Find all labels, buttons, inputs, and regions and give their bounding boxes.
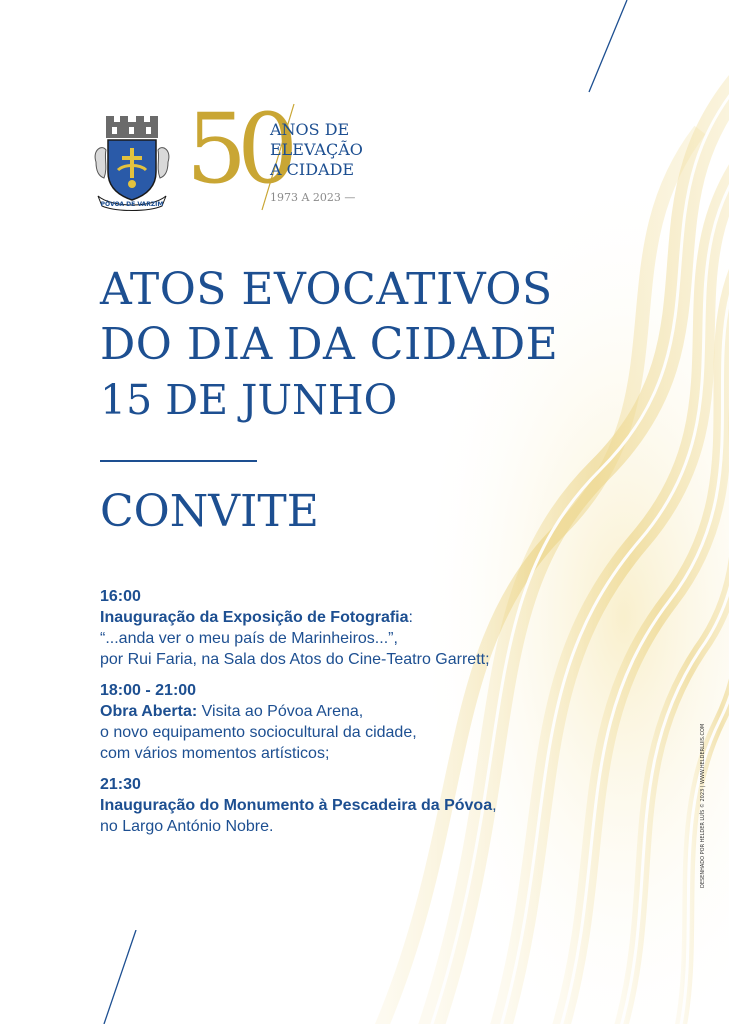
title-divider — [100, 460, 257, 462]
anniversary-line-3: A CIDADE — [270, 160, 355, 179]
page-title — [100, 262, 558, 428]
event-headline: Inauguração da Exposição de Fotografia — [100, 609, 409, 626]
event-headline: Obra Aberta: — [100, 703, 198, 720]
event-list — [100, 586, 600, 847]
event-time: 21:30 — [100, 776, 141, 793]
event-item — [100, 680, 600, 764]
event-headline-suffix: , — [492, 797, 497, 814]
event-detail-line: o novo equipamento sociocultural da cidade, — [100, 724, 417, 741]
event-time: 16:00 — [100, 588, 141, 605]
anniversary-logo — [186, 93, 406, 212]
anniversary-line-1: ANOS DE — [270, 120, 350, 139]
event-headline-line — [100, 607, 600, 628]
design-credit-text: DESENHADO POR HELDER LUÍS © 2023 | WWW.HELDERLUIS.COM — [700, 723, 706, 888]
event-time: 18:00 - 21:00 — [100, 682, 197, 699]
design-credit — [700, 723, 710, 888]
anniversary-number: 50 — [186, 93, 289, 205]
anniversary-text — [270, 120, 363, 180]
povoa-de-varzim-crest-icon — [90, 112, 174, 212]
anniversary-years: 1973 A 2023 — — [270, 191, 356, 204]
event-detail-line: “...anda ver o meu país de Marinheiros...”, — [100, 630, 398, 647]
event-headline-suffix: Visita ao Póvoa Arena, — [197, 703, 364, 720]
event-detail-line: com vários momentos artísticos; — [100, 745, 330, 762]
anniversary-line-2: ELEVAÇÃO — [270, 140, 363, 159]
event-headline-line — [100, 795, 600, 816]
invite-label: CONVITE — [100, 486, 319, 537]
bottom-diagonal-line — [100, 930, 140, 1024]
title-line-1: ATOS EVOCATIVOS — [100, 264, 553, 315]
event-headline: Inauguração do Monumento à Pescadeira da Póvoa — [100, 797, 493, 814]
event-detail-line: por Rui Faria, na Sala dos Atos do Cine-Teatro Garrett; — [100, 651, 490, 668]
event-headline-suffix: : — [408, 609, 413, 626]
crest-motto: PÓVOA DE VARZIM — [100, 201, 164, 208]
event-detail-line: no Largo António Nobre. — [100, 818, 274, 835]
event-headline-line — [100, 701, 600, 722]
top-diagonal-line — [585, 0, 630, 95]
title-date: 15 DE JUNHO — [100, 376, 398, 424]
event-item — [100, 586, 600, 670]
title-line-2: DO DIA DA CIDADE — [100, 319, 559, 370]
event-item — [100, 774, 600, 837]
